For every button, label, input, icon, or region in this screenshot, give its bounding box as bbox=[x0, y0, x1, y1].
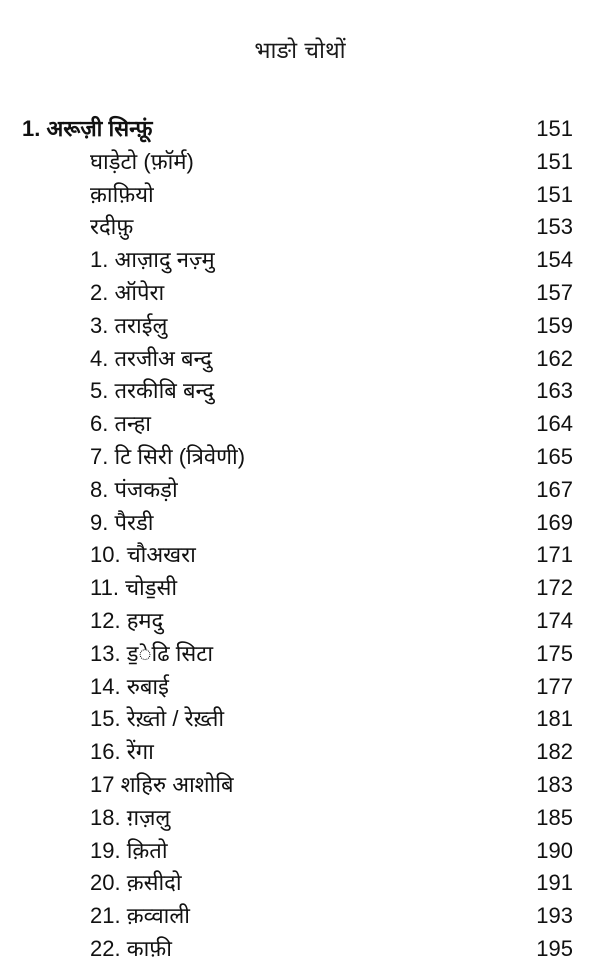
toc-entry-label: 8. पंजकड़ो bbox=[90, 476, 178, 502]
toc-entry-label: 6. तन्हा bbox=[90, 411, 151, 437]
toc-entry-page-number: 154 bbox=[536, 247, 573, 273]
toc-entry-label: 3. तराईलु bbox=[90, 312, 168, 338]
toc-entry-label: क़ाफ़ियो bbox=[90, 181, 154, 207]
toc-entry-label: 10. चौअखरा bbox=[90, 542, 196, 568]
toc-entry-label: 4. तरजीअ बन्दु bbox=[90, 345, 212, 371]
table-of-contents bbox=[0, 113, 600, 966]
toc-entry-label: 2. ऑपेरा bbox=[90, 279, 165, 305]
toc-entry bbox=[0, 638, 600, 671]
toc-section-label: 1. अरूज़ी सिन्फ़ूं bbox=[22, 116, 153, 141]
toc-entry-page-number: 191 bbox=[536, 870, 573, 896]
toc-entry-page-number: 167 bbox=[536, 476, 573, 502]
toc-entry bbox=[0, 507, 600, 540]
toc-entry-label: 22. काफ़ी bbox=[90, 935, 172, 961]
toc-entry-label: रदीफ़ु bbox=[90, 214, 134, 240]
toc-entry-page-number: 171 bbox=[536, 542, 573, 568]
toc-entry bbox=[0, 802, 600, 835]
toc-entry bbox=[0, 474, 600, 507]
toc-entry-label: 1. आज़ादु नज़्मु bbox=[90, 247, 215, 273]
toc-entry bbox=[0, 146, 600, 179]
toc-entry bbox=[0, 539, 600, 572]
toc-entry-label: 14. रुबाई bbox=[90, 673, 169, 699]
toc-entry bbox=[0, 769, 600, 802]
toc-entry bbox=[0, 900, 600, 933]
toc-entry-page-number: 164 bbox=[536, 411, 573, 437]
toc-entry-page-number: 162 bbox=[536, 345, 573, 371]
toc-entry-page-number: 172 bbox=[536, 575, 573, 601]
toc-entry-label: 5. तरकीबि बन्दु bbox=[90, 378, 215, 404]
toc-entry-label: 18. ग़ज़लु bbox=[90, 804, 171, 830]
toc-entry-label: 13. ड॒ेढि सिटा bbox=[90, 640, 214, 666]
toc-entry-page-number: 175 bbox=[536, 640, 573, 666]
toc-entry-label: 11. चोड॒सी bbox=[90, 575, 178, 601]
toc-entry bbox=[0, 310, 600, 343]
toc-entry bbox=[0, 703, 600, 736]
toc-entry bbox=[0, 244, 600, 277]
toc-entry-page-number: 190 bbox=[536, 837, 573, 863]
toc-entry-label: 7. टि सिरी (त्रिवेणी) bbox=[90, 443, 246, 469]
toc-entry-page-number: 195 bbox=[536, 935, 573, 961]
toc-entry-page-number: 169 bbox=[536, 509, 573, 535]
toc-entry bbox=[0, 343, 600, 376]
toc-entry-label: 9. पैरडी bbox=[90, 509, 154, 535]
toc-section-heading bbox=[0, 113, 600, 146]
toc-entry-page-number: 163 bbox=[536, 378, 573, 404]
toc-entry-page-number: 177 bbox=[536, 673, 573, 699]
toc-entry-page-number: 174 bbox=[536, 607, 573, 633]
toc-entry-label: 21. क़व्वाली bbox=[90, 903, 190, 929]
toc-entry bbox=[0, 179, 600, 212]
toc-entry-label: घाड़ेटो (फ़ॉर्म) bbox=[90, 148, 194, 174]
toc-entry-page-number: 151 bbox=[536, 148, 573, 174]
toc-entry-page-number: 165 bbox=[536, 443, 573, 469]
toc-entry bbox=[0, 408, 600, 441]
toc-entry-page-number: 157 bbox=[536, 279, 573, 305]
toc-entry-page-number: 182 bbox=[536, 739, 573, 765]
toc-section-page-number: 151 bbox=[536, 116, 573, 141]
toc-entry bbox=[0, 572, 600, 605]
toc-entry bbox=[0, 835, 600, 868]
toc-entry-label: 12. हमदु bbox=[90, 607, 164, 633]
toc-entry-page-number: 183 bbox=[536, 771, 573, 797]
page-title: भाङो चोथों bbox=[254, 38, 346, 64]
toc-entry-label: 16. रेंगा bbox=[90, 739, 154, 765]
toc-entry bbox=[0, 277, 600, 310]
toc-entry bbox=[0, 605, 600, 638]
toc-entry bbox=[0, 933, 600, 966]
toc-entry bbox=[0, 375, 600, 408]
toc-entry bbox=[0, 736, 600, 769]
toc-entry-page-number: 159 bbox=[536, 312, 573, 338]
toc-entry-label: 20. क़सीदो bbox=[90, 870, 182, 896]
toc-entry-label: 17 शहिरु आशोबि bbox=[90, 771, 234, 797]
toc-entry-page-number: 181 bbox=[536, 706, 573, 732]
toc-entry bbox=[0, 671, 600, 704]
toc-entry bbox=[0, 867, 600, 900]
toc-entry-page-number: 153 bbox=[536, 214, 573, 240]
toc-entry-page-number: 151 bbox=[536, 181, 573, 207]
toc-entry-page-number: 193 bbox=[536, 903, 573, 929]
toc-entry bbox=[0, 211, 600, 244]
toc-entry-label: 15. रेख़्तो / रेख़्ती bbox=[90, 706, 225, 732]
toc-entry-label: 19. क़ितो bbox=[90, 837, 168, 863]
toc-entry bbox=[0, 441, 600, 474]
toc-entry-page-number: 185 bbox=[536, 804, 573, 830]
